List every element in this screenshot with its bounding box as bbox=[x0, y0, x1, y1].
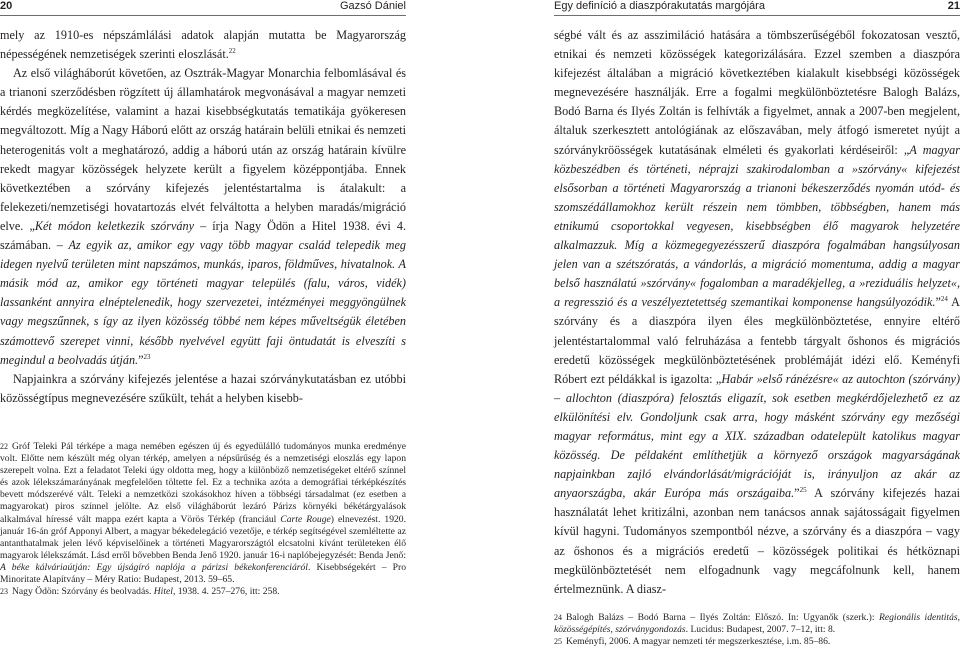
right-page bbox=[554, 0, 960, 661]
right-header-rule bbox=[554, 15, 960, 16]
left-header-rule bbox=[0, 15, 406, 16]
left-running-head: Gazsó Dániel bbox=[339, 0, 406, 12]
left-footnotes: 22 Gróf Teleki Pál térképe a maga nemében egészen új és egyedülálló tudományos munka eredménye volt. Előtte nem készült még olyan térkép, amelyen a népsűrűség és a nemzetiségi eloszlás egy lapon szerepelt volna. Ezt a feladatot Teleki úgy oldotta meg, hogy a különböző nemzetiségeket eltérő színnel és azok lélekszámarányának megfelelően töltette fel. Ez a technika azóta a demográfiai térképkészítés bevett módszerévé vált. Teleki a nemzetközi szokásokhoz híven a többségi társadalmat (ez esetben a magyarokat) piros színnel jelölte. Az első világháborút lezáró Párizs környéki békétárgyalások alkalmával híressé vált mappa ezért kapta a Vörös Térkép (franciául Carte Rouge) elnevezést. 1920. január 16-án gróf Apponyi Albert, a magyar békedelegáció vezetője, e térkép segítségével szemléltette az antanthatalmak jelen lévő képviselőinek a történeti Magyarországtól elcsatolni kívánt területeken élő magyarok lélekszámát. Lásd erről bővebben Benda Jenő 1920. január 16-i naplóbejegyzését: Benda Jenő: A béke kálváriaútján: Egy újságíró naplója a párizsi békekonferenciáról. Kisebbségekért – Pro Minoritate Alapítvány – Méry Ratio: Budapest, 2013. 59–65. 23 Nagy Ödön: Szórvány és beolvadás. Hitel, 1938. 4. 257–276, itt: 258. bbox=[0, 441, 407, 598]
left-body-text: mely az 1910-es népszámlálási adatok alapján mutatta be Magyarország népességének nemzetiségek szerinti eloszlását.$^{22}$ Az első világháborút követően, az Osztrák-Magyar Monarchia felbomlásával és a trianoni szerződésben rögzített új államhatárok megvonásával a magyar nemzeti kérdés megközelítése, valamint a hazai kisebbségkutatás tematikája gyökeresen megváltozott. Míg a Nagy Háború előtt az ország határain belüli etnikai és nemzeti heterogenitás volt a meghatározó, addig a háború után az ország határain kívülre rekedt magyar közösségek helyzete került a figyelem középpontjába. Ennek következtében a szórvány kifejezés jelentéstartalma is átalakult: a felekezeti/nemzetiségi hovatartozás elvét felváltotta a helyben maradás/migráció elve. „Két módon keletkezik szórvány – írja Nagy Ödön a Hitel 1938. évi 4. számában. – Az egyik az, amikor egy vagy több magyar család telepedik meg idegen nyelvű területen mint napszámos, munkás, iparos, földműves, hivatalnok. A másik mód az, amikor egy történeti magyar település (falu, város, vidék) lassanként annyira elnéptelenedik, hogy szervezetei, intézményei meggyöngülnek vagy megszűnnek, s így az ilyen közösség többé nem képes műveltségük életében számottevő szerepet vinni, később nyelvével együtt faji öntudatát is elveszíti s megindul a beolvadás útján.”$^{23}$ Napjainkra a szórvány kifejezés jelentése a hazai szórványkutatásban ez utóbbi közösségtípus megnevezésére szűkült, tehát a helyben kisebb- bbox=[0, 28, 406, 405]
left-page-number: 20 bbox=[0, 0, 13, 12]
right-header bbox=[554, 0, 960, 14]
right-running-head: Egy definíció a diaszpórakutatás margójára bbox=[554, 0, 765, 12]
right-footnotes: 24 Balogh Balázs – Bodó Barna – Ilyés Zoltán: Előszó. In: Ugyanők (szerk.): Regionális identitás, közösségépítés, szórványgondozás. Lucidus: Budapest, 2007. 7–12, itt: 8. 25 Keményfi, 2006. A magyar nemzeti tér megszerkesztése, i.m. 85–86. bbox=[554, 612, 960, 648]
left-page bbox=[0, 0, 406, 661]
right-body-text: ségbé vált és az asszimiláció hatására a tömbszerűségéből fokozatosan vesztő, etnikai és nemzeti közösségek kategorizálására. Ezzel szemben a diaszpóra kifejezést általában a migráció következtében kialakult kisebbségi közösségek megnevezésére használják. Erre a fogalmi megkülönböztetésre Balogh Balázs, Bodó Barna és Ilyés Zoltán is felhívták a figyelmet, annak a 2007-ben megjelent, általuk szerkesztett antológiának az előszavában, mely átfogó ismeretet nyújt a szórványkröösségek kutatásának elméleti és gyakorlati kérdéseiről: „A magyar közbeszédben és történeti, néprajzi szakirodalomban a »szórvány« kifejezést elsősorban a történeti Magyarország a trianoni békeszerződés nyomán utód- és szomszédállamokhoz került részein nem tömbben, többségben, hanem más etnikumú csoportokkal vegyesen, kisebbségben élő magyarok helyzetére alkalmazzuk. Míg a közmegegyezésszerű diaszpóra fogalmában hangsúlyosan jelen van a szétszóratás, a vándorlás, a migráció momentuma, addig a magyar belső használatú »szórvány« fogalomban a maradékjelleg, a »reziduális helyzet«, a regresszió és a veszélyeztetettség szemantikai komponense hangsúlyozódik.”$^{24}$ A szórvány és a diaszpóra ilyen éles megkülönböztetése, ennyire eltérő jelentéstartalommal való felruházása a fentebb tárgyalt őshonos és migrációs eredetű közösségek megkülönböztetésének problémáját idézi elő. Keményfi Róbert ezt példákkal is igazolta: „Habár »első ránézésre« az autochton (szórvány) – allochton (diaszpóra) felosztás eligazít, sok esetben megkérdőjelezhető ez az elkülönítési elv. Gondoljunk csak arra, hogy másként szórvány egy mezőségi magyar református, mint egy a XIX. században odatelepült katolikus magyar közösség. De példaként említhetjük a környező országok magyarságának napjainkban zajló elvándorlását/migrációját is, irányuljon az akár az anyaországba, akár Európa más országaiba.”$^{25}$ A szórvány kifejezés hazai használatát lehet kritizálni, azonban nem tanácsos annak sajátosságait figyelmen kívül hagyni. Tudományos szempontból nézve, a szórvány és a diaszpóra – vagy az őshonos és a migrációs eredetű – közösségek politikai és hétköznapi megkülönböztetését nem elfogadnunk vagy megcáfolnunk kell, hanem értelmeznünk. A diasz- bbox=[554, 28, 960, 596]
right-page-number: 21 bbox=[947, 0, 960, 12]
left-header bbox=[0, 0, 406, 14]
